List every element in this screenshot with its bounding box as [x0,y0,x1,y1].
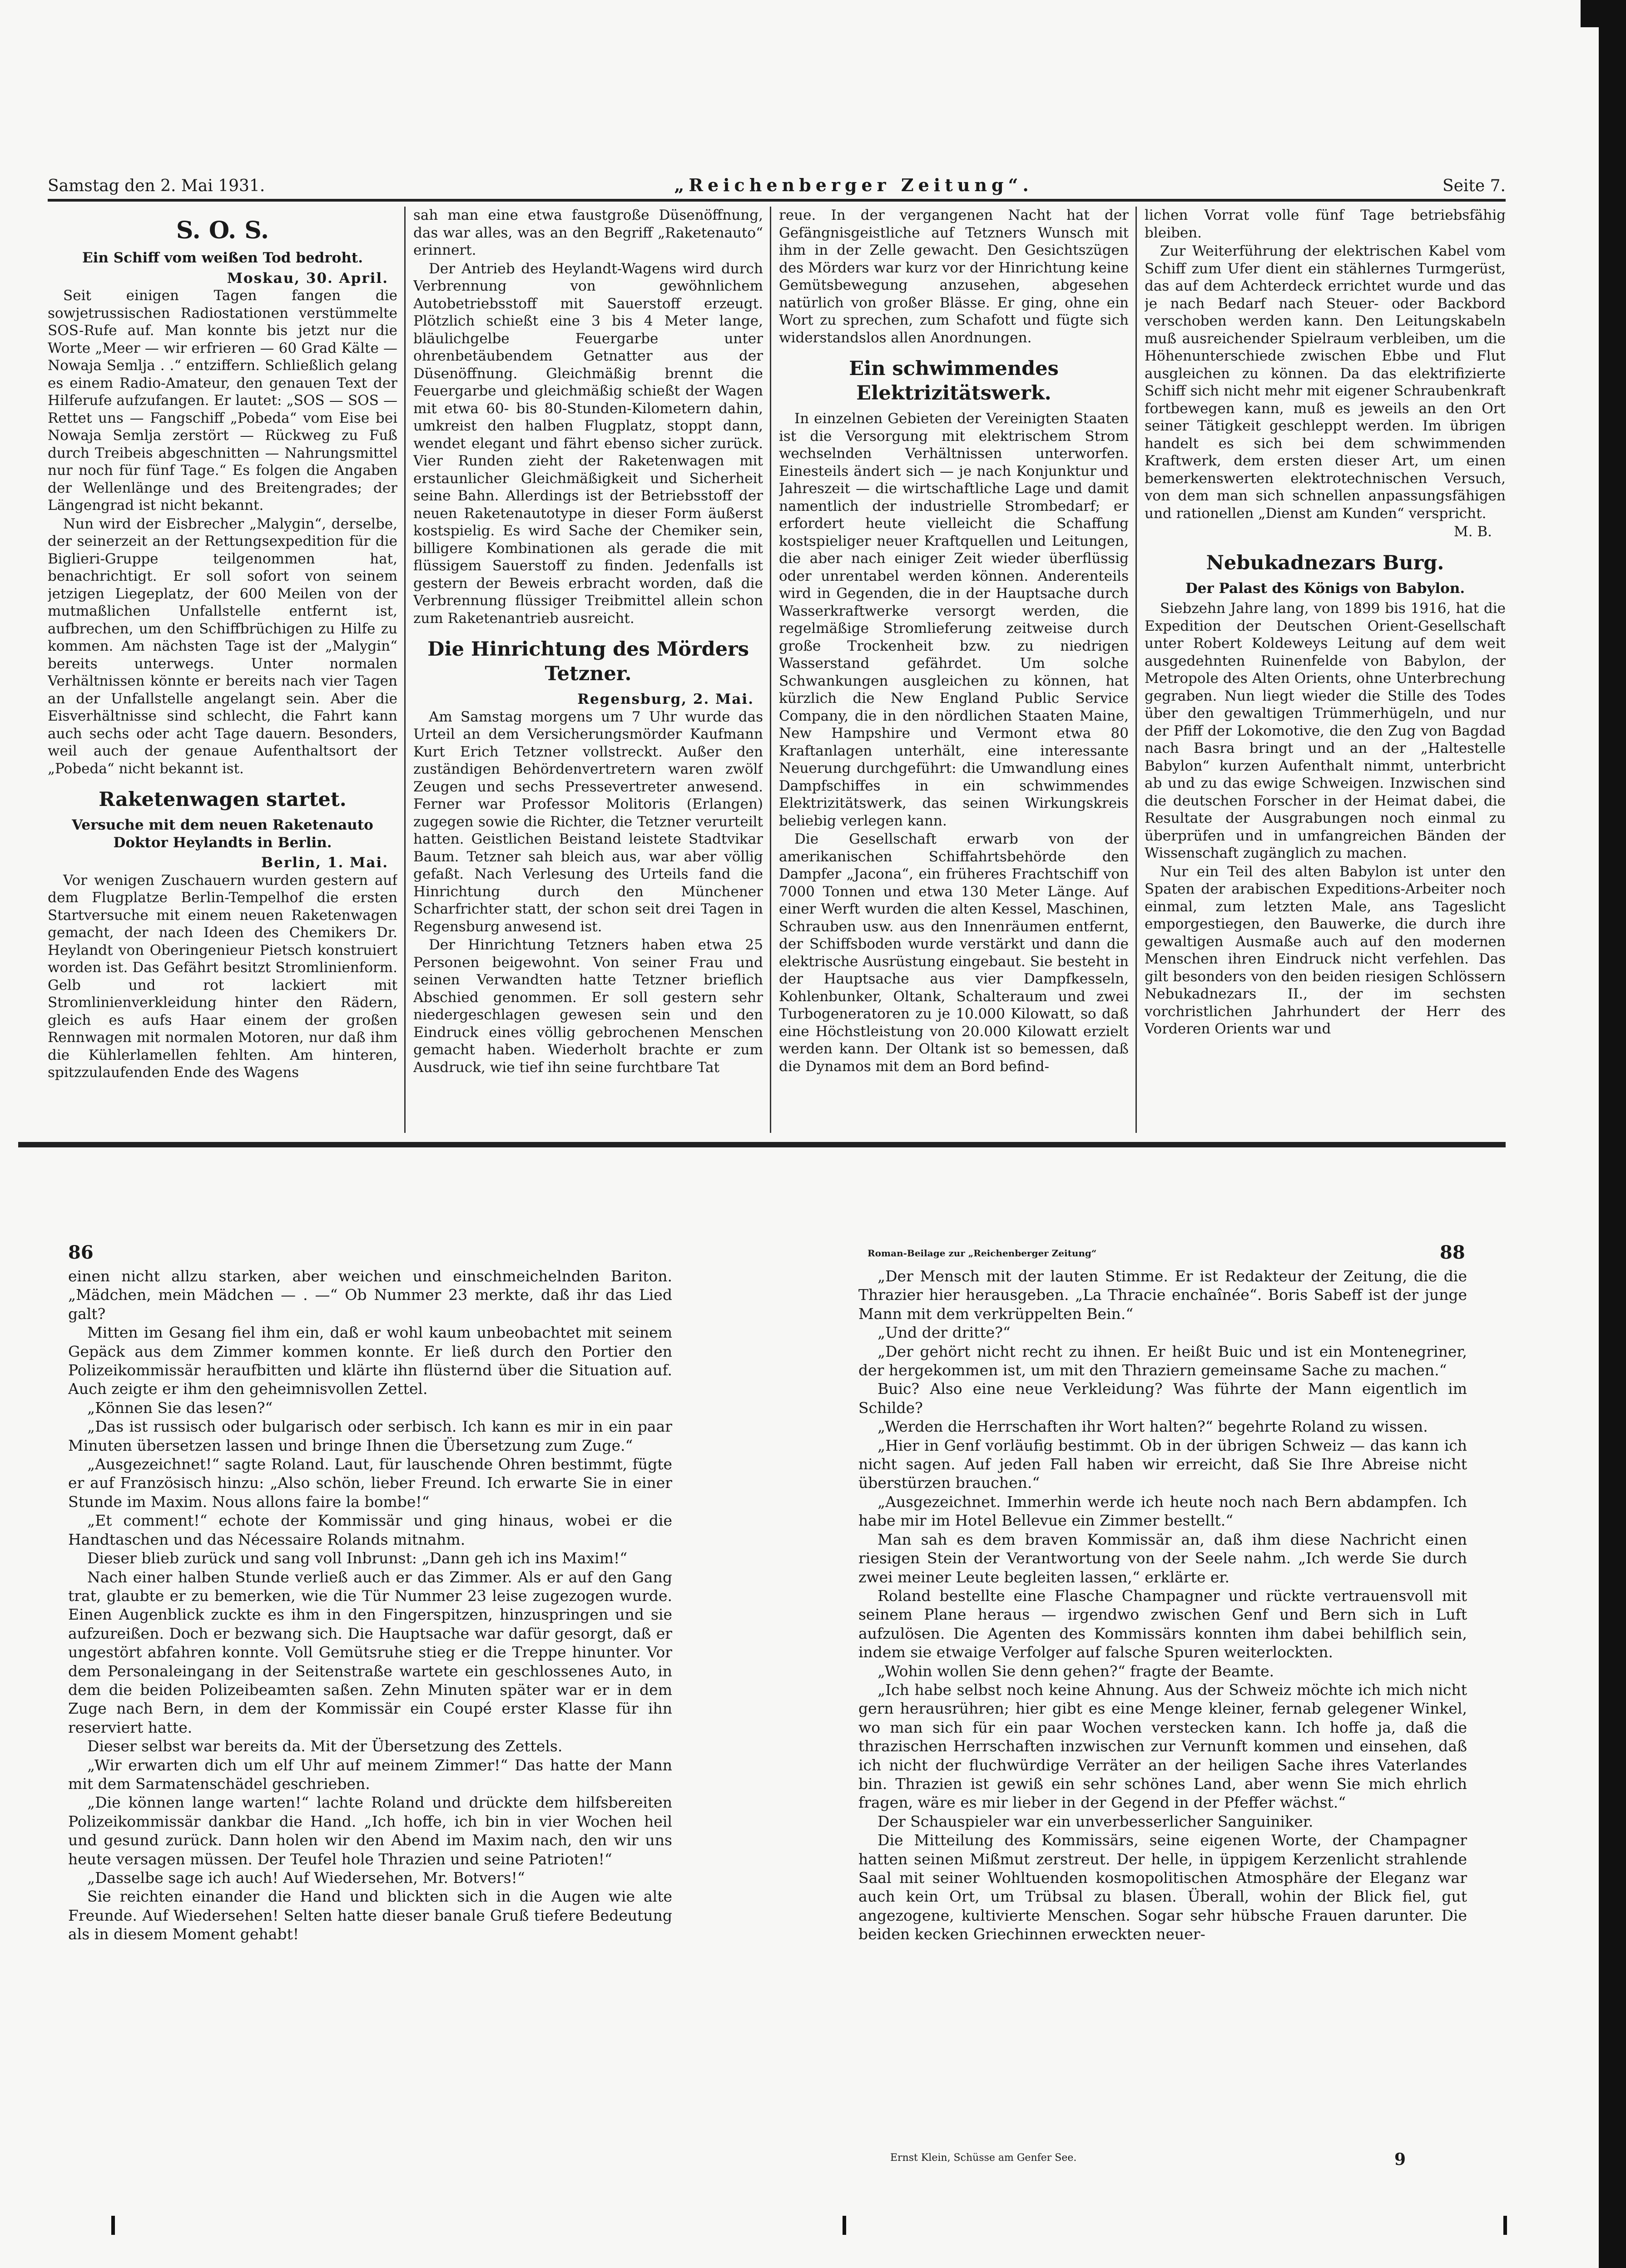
paragraph: lichen Vorrat volle fünf Tage betriebsfähig bleiben. [1145,207,1506,241]
headline-hinrichtung: Die Hinrichtung des Mörders Tetzner. [427,638,749,685]
paragraph: reue. In der vergangenen Nacht hat der Gefängnisgeistliche auf Tetzners Wunsch mit ihm in der Zelle gewacht. Den Gesichtszügen des Mörders war kurz vor der Hinrichtung keine Gemütsbewegung anzusehen, abgesehen natürlich von großer Blässe. Er ging, ohne ein Wort zu sprechen, zum Schafott und fügte sich widerstandslos allen Anordnungen. [779,207,1129,346]
column-3 [779,207,1129,1133]
right-page-title: Roman-Beilage zur „Reichenberger Zeitung“ [868,1248,1097,1259]
paragraph: „Ich habe selbst noch keine Ahnung. Aus der Schweiz möchte ich mich nicht gern herausrühren; hier gibt es eine Menge kleiner, fernab gelegener Winkel, wo man sich für ein paar Wochen verstecken kann. Ich hoffe ja, daß die thrazischen Herrschaften inzwischen zur Vernunft kommen und einsehen, daß ich nicht der fluchwürdige Verräter an der heiligen Sache ihres Vaterlandes bin. Thrazien ist gewiß ein sehr schönes Land, aber wenn Sie mich ehrlich fragen, wäre es mir lieber in der Gegend in der Pfeffer wächst.“ [858,1680,1467,1812]
paragraph: sah man eine etwa faustgroße Düsenöffnung, das war alles, was an den Begriff „Raketenauto“ erinnert. [413,207,763,258]
paragraph: Der Antrieb des Heylandt-Wagens wird durch Verbrennung von gewöhnlichem Autobetriebsstoff mit Sauerstoff erzeugt. Plötzlich schießt eine 3 bis 4 Meter lange, bläulichgelbe Feuergarbe unter ohrenbetäubendem Getnatter aus der Düsenöffnung. Gleichmäßig brennt die Feuergarbe und gleichmäßig schießt der Wagen mit etwa 60- bis 80-Stunden-Kilometern dahin, umkreist den halben Flugplatz, stoppt dann, wendet elegant und fährt ebenso sicher zurück. Vier Runden zieht der Raketenwagen mit erstaunlicher Gleichmäßigkeit und Sicherheit seine Bahn. Allerdings ist der Betriebsstoff der neuen Raketenautotype in dieser Form äußerst kostspielig. Es wird Sache der Chemiker sein, billigere Kombinationen als gerade die mit flüssigem Sauerstoff zu finden. Jedenfalls ist gestern der Beweis erbracht worden, daß die Verbrennung flüssiger Treibmittel allein schon zum Raketenantrieb ausreicht. [413,260,763,627]
paragraph: In einzelnen Gebieten der Vereinigten Staaten ist die Versorgung mit elektrischem Strom wechselnden Verhältnissen unterworfen. Einesteils ändert sich — je nach Konjunktur und Jahreszeit — die wirtschaftliche Lage und damit namentlich der industrielle Strombedarf; er erfordert heute vielleicht die Schaffung kostspieliger neuer Kraftquellen und Leitungen, die aber nach einiger Zeit wieder überflüssig oder unrentabel werden können. Anderenteils wird in Gegenden, die in der Hauptsache durch Wasserkraftwerke versorgt werden, die regelmäßige Stromlieferung zeitweise durch große Trockenheit bzw. zu niedrigen Wasserstand gefährdet. Um solche Schwankungen ausgleichen zu können, hat kürzlich die New England Public Service Company, die in den nördlichen Staaten Maine, New Hampshire und Vermont etwa 80 Kraftanlagen unterhält, eine interessante Neuerung durchgeführt: die Umwandlung eines Dampfschiffes in ein schwimmendes Elektrizitätswerk, das seinen Wirkungskreis beliebig verlegen kann. [779,410,1129,829]
scan-mark [843,2216,846,2235]
paragraph: „Der gehört nicht recht zu ihnen. Er heißt Buic und ist ein Montenegriner, der hergekommen ist, um mit den Thraziern gemeinsame Sache zu machen.“ [858,1342,1467,1379]
paragraph: Buic? Also eine neue Verkleidung? Was führte der Mann eigentlich im Schilde? [858,1380,1467,1417]
newspaper-columns [48,207,1506,1133]
paragraph: „Der Mensch mit der lauten Stimme. Er ist Redakteur der Zeitung, die die Thrazier hier herausgeben. „La Thracie enchaînée“. Boris Sabeff ist der junge Mann mit dem verkrüppelten Bein.“ [858,1267,1467,1323]
paragraph: „Und der dritte?“ [877,1324,1011,1342]
paragraph: Mitten im Gesang fiel ihm ein, daß er wohl kaum unbeobachtet mit seinem Gepäck aus dem Zimmer kommen konnte. Er ließ durch den Portier den Polizeikommissär heraufbitten und klärte ihn flüsternd über die Situation auf. Auch zeigte er ihm den geheimnisvollen Zettel. [68,1324,672,1398]
paragraph: „Et comment!“ echote der Kommissär und ging hinaus, wobei er die Handtaschen und das Nécessaire Rolands mitnahm. [68,1512,672,1548]
column-divider [404,207,406,1133]
subheadline-raketenwagen: Versuche mit dem neuen Raketenauto Doktor Heylandts in Berlin. [72,817,373,851]
paragraph: Die Mitteilung des Kommissärs, seine eigenen Worte, der Champagner hatten seinen Mißmut zerstreut. Der helle, in üppigem Kerzenlicht strahlende Saal mit seiner Wohltuenden kosmopolitischen Atmosphäre der Eleganz war auch kein Ort, um Trübsal zu blasen. Überall, wohin der Blick fiel, gut angezogene, kultivierte Menschen. Sogar sehr hübsche Frauen darunter. Die beiden kecken Griechinnen erweckten neuer- [858,1831,1467,1943]
newspaper-header [48,173,1506,202]
paragraph: „Werden die Herrschaften ihr Wort halten?“ begehrte Roland zu wissen. [877,1418,1428,1436]
paragraph: „Dasselbe sage ich auch! Auf Wiedersehen, Mr. Botvers!“ [87,1869,525,1887]
column-1 [48,207,397,1133]
paragraph: „Die können lange warten!“ lachte Roland und drückte dem hilfsbereiten Polizeikommissär dankbar die Hand. „Ich hoffe, ich bin in vier Wochen heil und gesund zurück. Dann holen wir den Abend im Maxim nach, den wir uns heute versagen müssen. Der Teufel hole Thrazien und seine Patrioten!“ [68,1794,672,1868]
paragraph: Seit einigen Tagen fangen die sowjetrussischen Radiostationen verstümmelte SOS-Rufe auf. Man konnte bis jetzt nur die Worte „Meer — wir erfrieren — 60 Grad Kälte — Nowaja Semlja . .“ entziffern. Schließlich gelang es einem Radio-Amateur, den genauen Text der Hilferufe aufzufangen. Er lautet: „SOS — SOS — Rettet uns — Fangschiff „Pobeda“ vom Eise bei Nowaja Semlja zerstört — Rückweg zu Fuß durch Treibeis abgeschnitten — Nahrungsmittel nur noch für fünf Tage.“ Es folgen die Angaben der Wellenlänge und des Breitengrades; der Längengrad ist nicht bekannt. [48,287,397,514]
paragraph: Der Hinrichtung Tetzners haben etwa 25 Personen beigewohnt. Von seiner Frau und seinen Verwandten hatte Tetzner brieflich Abschied genommen. Er soll gestern sehr niedergeschlagen gewesen sein und den Eindruck eines völlig gebrochenen Menschen gemacht haben. Wiederholt brachte er zum Ausdruck, wie tief ihn seine furchtbare Tat [413,937,763,1076]
dateline-raketenwagen: Berlin, 1. Mai. [261,855,388,871]
paragraph: „Ausgezeichnet!“ sagte Roland. Laut, für lauschende Ohren bestimmt, fügte er auf Französisch hinzu: „Also schön, lieber Freund. Ich erwarte Sie in einer Stunde im Maxim. Nous allons faire la bombe!“ [68,1455,672,1511]
header-page: Seite 7. [1442,177,1506,195]
scan-edge [1599,0,1626,2268]
headline-sos: S. O. S. [176,217,269,244]
right-page-text [858,1267,1467,2157]
column-4 [1145,207,1506,1133]
subheadline-sos: Ein Schiff vom weißen Tod bedroht. [82,250,363,266]
paragraph: „Wir erwarten dich um elf Uhr auf meinem Zimmer!“ Das hatte der Mann mit dem Sarmatenschädel geschrieben. [68,1756,672,1793]
paragraph: Roland bestellte eine Flasche Champagner und rückte vertrauensvoll mit seinem Plane heraus — irgendwo zwischen Genf und Bern sich in Luft aufzulösen. Die Agenten des Kommissärs konnten ihm dabei behilflich sein, indem sie etwaige Verfolger auf falsche Spuren weiterlockten. [858,1586,1467,1661]
paragraph: „Das ist russisch oder bulgarisch oder serbisch. Ich kann es mir in ein paar Minuten übersetzen lassen und bringe Ihnen die Übersetzung zum Zuge.“ [68,1418,672,1454]
paragraph: Der Schauspieler war ein unverbesserlicher Sanguiniker. [877,1812,1314,1830]
paragraph: Man sah es dem braven Kommissär an, daß ihm diese Nachricht einen riesigen Stein der Verantwortung von der Seele nahm. „Ich werde Sie durch zwei meiner Leute begleiten lassen,“ erklärte er. [858,1530,1467,1586]
left-page-number: 86 [68,1242,94,1263]
paragraph: Siebzehn Jahre lang, von 1899 bis 1916, hat die Expedition der Deutschen Orient-Gesellschaft unter Robert Koldeweys Leitung auf dem weit ausgedehnten Ruinenfelde von Babylon, der Metropole des Alten Orients, ohne Unterbrechung gegraben. Nun liegt wieder die Stille des Todes über den gewaltigen Trümmerhügeln, und nur der Pfiff der Lokomotive, die den Zug von Bagdad nach Basra bringt und an der „Haltestelle Babylon“ kurzen Aufenthalt nimmt, unterbricht ab und zu das ewige Schweigen. Inzwischen sind die deutschen Forscher in der Heimat dabei, die Resultate der Ausgrabungen noch einmal zu überprüfen und in umfangreichen Bänden der Wissenschaft zugänglich zu machen. [1145,600,1506,861]
paragraph: Die Gesellschaft erwarb von der amerikanischen Schiffahrtsbehörde den Dampfer „Jacona“, ein früheres Frachtschiff von 7000 Tonnen und etwa 130 Meter Länge. Auf einer Werft wurden die alten Kessel, Maschinen, Schrauben usw. aus den Innenräumen entfernt, der Schiffsboden wurde verstärkt und dann die elektrische Ausrüstung eingebaut. Sie besteht in der Hauptsache aus vier Dampfkesseln, Kohlenbunker, Oltank, Schalteraum und zwei Turbogeneratoren zu je 10.000 Kilowatt, so daß eine Höchstleistung von 20.000 Kilowatt erzielt werden kann. Der Oltank ist so bemessen, daß die Dynamos mit dem an Bord befind- [779,831,1129,1075]
headline-nebukadnezar: Nebukadnezars Burg. [1206,551,1444,574]
headline-raketenwagen: Raketenwagen startet. [99,788,347,811]
column-divider [1135,207,1137,1133]
right-page-number: 88 [1440,1242,1465,1263]
paragraph: „Ausgezeichnet. Immerhin werde ich heute noch nach Bern abdampfen. Ich habe mir im Hotel Bellevue ein Zimmer bestellt.“ [858,1492,1467,1530]
paragraph: Nun wird der Eisbrecher „Malygin“, derselbe, der seinerzeit an der Rettungsexpedition für die Biglieri-Gruppe teilgenommen hat, benachrichtigt. Er soll sofort von seinem jetzigen Liegeplatz, der 600 Meilen von der mutmaßlichen Unfallstelle entfernt ist, aufbrechen, um den Schiffbrüchigen zu Hilfe zu kommen. Am nächsten Tage ist der „Malygin“ bereits unterwegs. Unter normalen Verhältnissen könnte er bereits nach vier Tagen an der Unfallstelle angelangt sein. Aber die Eisverhältnisse sind schlecht, die Fahrt kann auch sechs oder acht Tage dauern. Besonders, weil auch der genaue Aufenthaltsort der „Pobeda“ nicht bekannt ist. [48,515,397,777]
subheadline-nebukadnezar: Der Palast des Königs von Babylon. [1185,580,1465,597]
dateline-hinrichtung: Regensburg, 2. Mai. [577,691,754,707]
paragraph: Sie reichten einander die Hand und blickten sich in die Augen wie alte Freunde. Auf Wiedersehen! Selten hatte dieser banale Gruß tiefere Bedeutung als in diesem Moment gehabt! [68,1888,672,1943]
paragraph: Am Samstag morgens um 7 Uhr wurde das Urteil an dem Versicherungsmörder Kaufmann Kurt Erich Tetzner vollstreckt. Außer den zuständigen Behördenvertretern waren zwölf Zeugen und sechs Pressevertreter anwesend. Ferner war Professor Molitoris (Erlangen) zugegen sowie die Richter, die Tetzner verurteilt hatten. Geistlichen Beistand leistete Stadtvikar Baum. Tetzner sah bleich aus, war aber völlig gefaßt. Nach Verlesung des Urteils fand die Hinrichtung durch den Münchener Scharfrichter statt, der schon seit drei Tagen in Regensburg anwesend ist. [413,708,763,935]
section-divider [18,1142,1506,1147]
paragraph: Nach einer halben Stunde verließ auch er das Zimmer. Als er auf den Gang trat, glaubte er zu bemerken, wie die Tür Nummer 23 leise zugezogen wurde. Einen Augenblick zuckte es ihm in den Fingerspitzen, hinzuspringen und sie aufzureißen. Doch er bezwang sich. Die Hauptsache war dafür gesorgt, daß er ungestört abfahren konnte. Voll Gemütsruhe stieg er die Treppe hinunter. Vor dem Personaleingang in der Seitenstraße wartete ein geschlossenes Auto, in dem die beiden Polizeibeamten saßen. Zehn Minuten später war er in dem Zuge nach Bern, in dem der Kommissär ein Coupé erster Klasse für ihn reserviert hatte. [68,1568,672,1736]
paragraph: Dieser blieb zurück und sang voll Inbrunst: „Dann geh ich ins Maxim!“ [87,1549,628,1567]
column-2 [413,207,763,1133]
signature: M. B. [1453,524,1492,540]
paragraph: Dieser selbst war bereits da. Mit der Übersetzung des Zettels. [87,1737,563,1755]
left-page-text [68,1267,672,2157]
headline-elektrizitaetswerk: Ein schwimmendes Elektrizitätswerk. [849,357,1059,405]
scan-edge-corner [1581,0,1599,27]
paragraph: „Können Sie das lesen?“ [87,1398,273,1417]
header-masthead: „Reichenberger Zeitung“. [674,175,1033,195]
paragraph: einen nicht allzu starken, aber weichen und einschmeichelnden Bariton. „Mädchen, mein Mädchen — . —“ Ob Nummer 23 merkte, daß ihr das Lied galt? [68,1267,672,1323]
paragraph: „Hier in Genf vorläufig bestimmt. Ob in der übrigen Schweiz — das kann ich nicht sagen. Auf jeden Fall haben wir erreicht, daß Sie Ihre Abreise nicht überstürzen brauchen.“ [858,1436,1467,1492]
scan-mark [1503,2216,1507,2235]
paragraph: Zur Weiterführung der elektrischen Kabel vom Schiff zum Ufer dient ein stählernes Turmgerüst, das auf dem Achterdeck errichtet wurde und das je nach Bedarf nach Steuer- oder Backbord verschoben werden kann. Den Leitungskabeln muß ausreichender Spielraum verbleiben, um die Höhenunterschiede zwischen Ebbe und Flut ausgleichen zu können. Da das elektrifizierte Schiff sich nicht mehr mit eigener Schraubenkraft fortbewegen kann, muß es jeweils an den Ort seiner Tätigkeit geschleppt werden. Im übrigen handelt es sich bei dem schwimmenden Kraftwerk, dem ersten dieser Art, um einen bemerkenswerten elektrotechnischen Versuch, von dem man sich schnellen anpassungsfähigen und rationellen „Dienst am Kunden“ verspricht. [1145,243,1506,522]
footer-credit: Ernst Klein, Schüsse am Genfer See. [890,2152,1077,2164]
paragraph: „Wohin wollen Sie denn gehen?“ fragte der Beamte. [877,1662,1274,1680]
footer-number: 9 [1394,2150,1406,2169]
column-divider [770,207,771,1133]
paragraph: Vor wenigen Zuschauern wurden gestern auf dem Flugplatze Berlin-Tempelhof die ersten Startversuche mit einem neuen Raketenwagen gemacht, der nach Ideen des Chemikers Dr. Heylandt von Oberingenieur Pietsch konstruiert worden ist. Das Gefährt besitzt Stromlinienform. Gelb und rot lackiert mit Stromlinienverkleidung hinter den Rädern, gleich es aufs Haar einem der großen Rennwagen mit normalen Motoren, nur daß ihm die Kühlerlamellen fehlten. Am hinteren, spitzzulaufenden Ende des Wagens [48,872,397,1081]
paragraph: Nur ein Teil des alten Babylon ist unter den Spaten der arabischen Expeditions-Arbeiter noch einmal, zum letzten Male, ans Tageslicht emporgestiegen, den Bauwerke, die durch ihre gewaltigen Ausmaße auch auf den modernen Menschen ihren Eindruck nicht verfehlen. Das gilt besonders von den beiden riesigen Schlössern Nebukadnezars II., der im sechsten vorchristlichen Jahrhundert der Herr des Vorderen Orients war und [1145,863,1506,1037]
dateline-sos: Moskau, 30. April. [227,270,388,287]
scan-mark [111,2216,115,2235]
header-date: Samstag den 2. Mai 1931. [48,177,265,195]
